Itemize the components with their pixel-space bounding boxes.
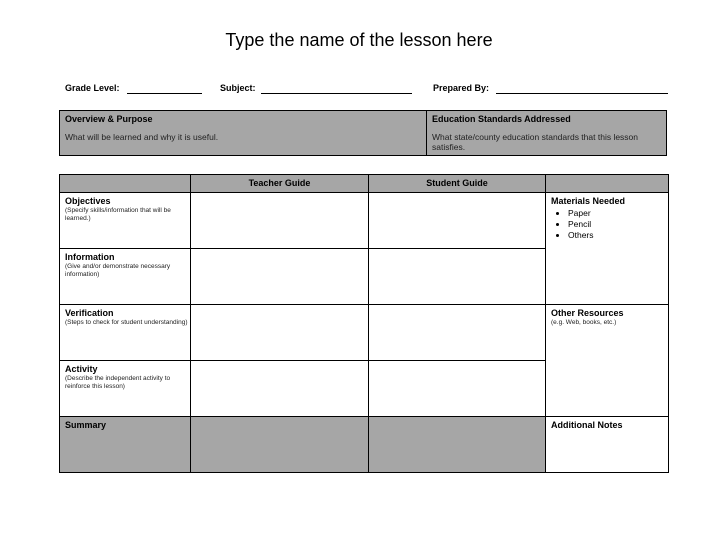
verification-teacher-cell[interactable]	[191, 305, 369, 361]
overview-description: What will be learned and why it is useful.	[65, 132, 219, 142]
grade-level-field[interactable]	[127, 93, 202, 94]
summary-student-cell[interactable]	[369, 417, 546, 473]
resources-heading: Other Resources	[551, 308, 624, 318]
grade-level-label: Grade Level:	[65, 83, 120, 93]
prepared-by-field[interactable]	[496, 93, 668, 94]
verification-subtitle: (Steps to check for student understanding)	[65, 319, 188, 326]
overview-section[interactable]	[60, 111, 426, 155]
activity-label-cell	[60, 361, 191, 417]
overview-standards-box	[59, 110, 667, 156]
summary-title: Summary	[65, 420, 107, 430]
information-title: Information	[65, 252, 115, 262]
objectives-title: Objectives	[65, 196, 111, 206]
student-guide-header: Student Guide	[369, 175, 546, 193]
summary-label-cell	[60, 417, 191, 473]
resources-subtitle: (e.g. Web, books, etc.)	[551, 319, 617, 326]
lesson-plan-table	[59, 174, 669, 473]
materials-heading: Materials Needed	[551, 196, 626, 206]
list-item: • Paper	[568, 208, 668, 219]
objectives-subtitle: (Specify skills/information that will be learned.)	[65, 207, 171, 222]
header-fields	[0, 80, 724, 96]
notes-cell[interactable]	[546, 417, 669, 473]
information-student-cell[interactable]	[369, 249, 546, 305]
summary-teacher-cell[interactable]	[191, 417, 369, 473]
notes-heading: Additional Notes	[551, 420, 623, 430]
standards-heading: Education Standards Addressed	[432, 114, 571, 124]
information-teacher-cell[interactable]	[191, 249, 369, 305]
objectives-student-cell[interactable]	[369, 193, 546, 249]
information-label-cell	[60, 249, 191, 305]
standards-description: What state/county education standards that this lesson satisfies.	[432, 132, 639, 152]
lesson-title: Type the name of the lesson here	[225, 30, 493, 50]
objectives-label-cell	[60, 193, 191, 249]
list-item: • Others	[568, 230, 668, 241]
objectives-teacher-cell[interactable]	[191, 193, 369, 249]
activity-title: Activity	[65, 364, 98, 374]
verification-title: Verification	[65, 308, 114, 318]
activity-subtitle: (Describe the independent activity to reinforce this lesson)	[65, 375, 171, 390]
overview-heading: Overview & Purpose	[65, 114, 153, 124]
teacher-guide-header: Teacher Guide	[191, 175, 369, 193]
standards-section[interactable]	[426, 111, 667, 155]
list-item: • Pencil	[568, 219, 668, 230]
materials-cell[interactable]	[546, 193, 669, 305]
table-corner-cell	[60, 175, 191, 193]
resources-cell[interactable]	[546, 305, 669, 417]
information-subtitle: (Give and/or demonstrate necessary information)	[65, 263, 171, 278]
verification-student-cell[interactable]	[369, 305, 546, 361]
materials-list	[551, 208, 668, 241]
activity-teacher-cell[interactable]	[191, 361, 369, 417]
subject-label: Subject:	[220, 83, 256, 93]
activity-student-cell[interactable]	[369, 361, 546, 417]
prepared-by-label: Prepared By:	[433, 83, 490, 93]
table-corner-cell-right	[546, 175, 669, 193]
verification-label-cell	[60, 305, 191, 361]
subject-field[interactable]	[261, 93, 412, 94]
